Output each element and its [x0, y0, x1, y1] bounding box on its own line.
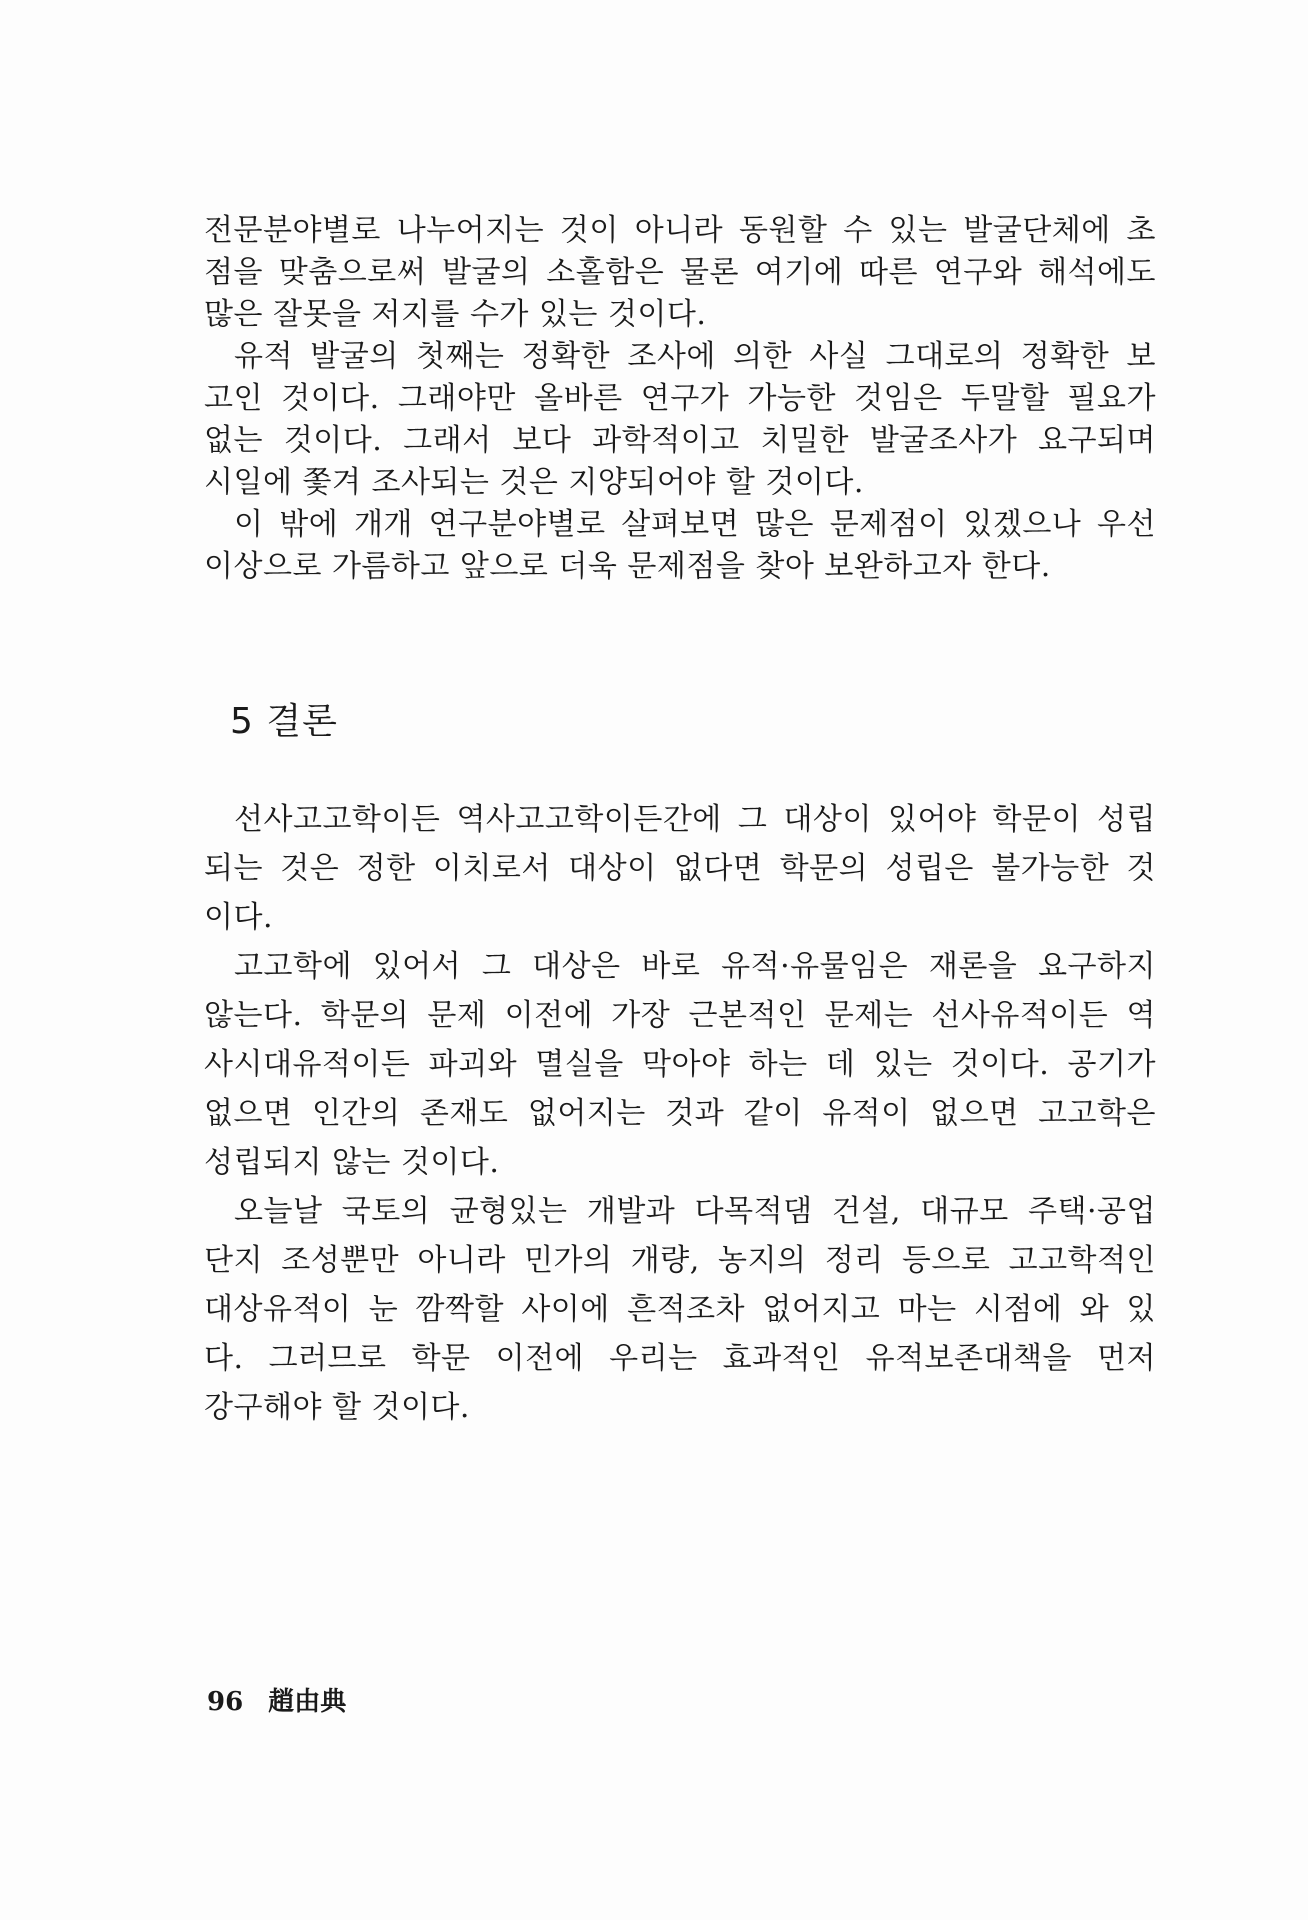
- body-line: 점을 맞춤으로써 발굴의 소홀함은 물론 여기에 따른 연구와 해석에도: [204, 255, 1156, 290]
- body-line: 다. 그러므로 학문 이전에 우리는 효과적인 유적보존대책을 먼저: [204, 1341, 1156, 1376]
- body-line: 유적 발굴의 첫째는 정확한 조사에 의한 사실 그대로의 정확한 보: [234, 339, 1156, 374]
- body-line: 고고학에 있어서 그 대상은 바로 유적·유물임은 재론을 요구하지: [234, 949, 1156, 984]
- page-number: 96: [207, 1687, 244, 1717]
- body-line: 없는 것이다. 그래서 보다 과학적이고 치밀한 발굴조사가 요구되며: [204, 423, 1156, 458]
- body-line: 전문분야별로 나누어지는 것이 아니라 동원할 수 있는 발굴단체에 초: [204, 213, 1156, 248]
- page-footer: [207, 1686, 346, 1718]
- section-heading: [230, 700, 338, 744]
- body-line: 선사고고학이든 역사고고학이든간에 그 대상이 있어야 학문이 성립: [234, 802, 1156, 837]
- body-line: 이상으로 가름하고 앞으로 더욱 문제점을 찾아 보완하고자 한다.: [204, 549, 1051, 584]
- body-line: 고인 것이다. 그래야만 올바른 연구가 가능한 것임은 두말할 필요가: [204, 381, 1156, 416]
- section-body-2: [204, 795, 1156, 1432]
- section-body-1: [204, 210, 1156, 588]
- body-line: 시일에 쫓겨 조사되는 것은 지양되어야 할 것이다.: [204, 465, 864, 500]
- body-line: 오늘날 국토의 균형있는 개발과 다목적댐 건설, 대규모 주택·공업: [234, 1194, 1156, 1229]
- body-line: 많은 잘못을 저지를 수가 있는 것이다.: [204, 297, 707, 332]
- section-number: 5: [230, 701, 254, 742]
- body-line: 사시대유적이든 파괴와 멸실을 막아야 하는 데 있는 것이다. 공기가: [204, 1047, 1156, 1082]
- author-name: 趙由典: [268, 1687, 347, 1717]
- body-line: 되는 것은 정한 이치로서 대상이 없다면 학문의 성립은 불가능한 것: [204, 851, 1156, 886]
- section-title: 결론: [266, 701, 338, 742]
- body-line: 없으면 인간의 존재도 없어지는 것과 같이 유적이 없으면 고고학은: [204, 1096, 1156, 1131]
- body-line: 성립되지 않는 것이다.: [204, 1145, 500, 1180]
- body-line: 단지 조성뿐만 아니라 민가의 개량, 농지의 정리 등으로 고고학적인: [204, 1243, 1156, 1278]
- body-line: 대상유적이 눈 깜짝할 사이에 흔적조차 없어지고 마는 시점에 와 있: [204, 1292, 1156, 1327]
- body-line: 강구해야 할 것이다.: [204, 1390, 470, 1425]
- body-line: 않는다. 학문의 문제 이전에 가장 근본적인 문제는 선사유적이든 역: [204, 998, 1156, 1033]
- body-line: 이 밖에 개개 연구분야별로 살펴보면 많은 문제점이 있겠으나 우선: [234, 507, 1156, 542]
- body-line: 이다.: [204, 900, 273, 935]
